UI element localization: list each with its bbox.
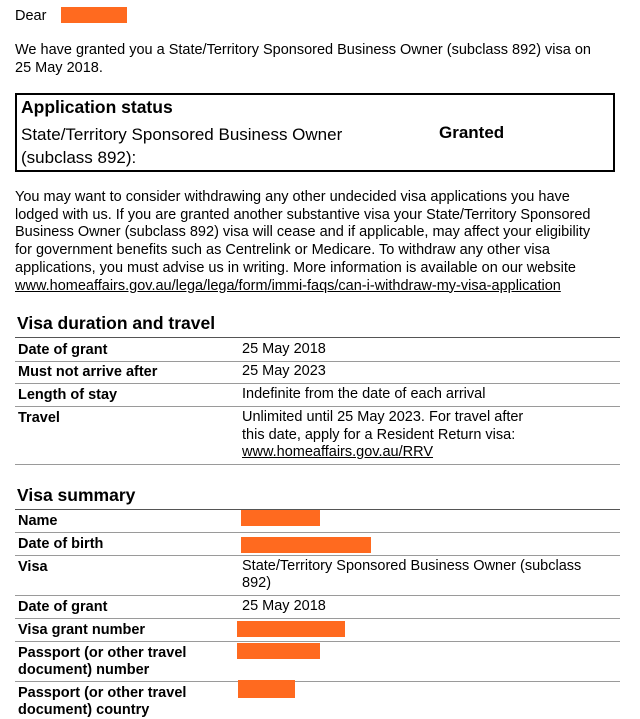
resident-return-visa-link[interactable]: www.homeaffairs.gov.au/RRV — [242, 444, 434, 460]
passport-country-label-line-2: document) country — [18, 702, 150, 718]
divider — [15, 464, 620, 465]
withdraw-visa-link[interactable]: www.homeaffairs.gov.au/lega/lega/form/immi-faqs/can-i-withdraw-my-visa-application — [15, 277, 561, 294]
length-of-stay-value: Indefinite from the date of each arrival — [242, 386, 486, 402]
visa-summary-title: Visa summary — [17, 485, 136, 505]
travel-value-line-2: this date, apply for a Resident Return visa: — [242, 427, 516, 443]
visa-grant-number-label: Visa grant number — [18, 622, 146, 638]
summary-date-of-grant-value: 25 May 2018 — [242, 598, 326, 614]
name-label: Name — [18, 513, 58, 529]
intro-line-1: We have granted you a State/Territory Sponsored Business Owner (subclass 892) visa on — [15, 42, 591, 58]
must-not-arrive-after-value: 25 May 2023 — [242, 363, 326, 379]
divider — [15, 361, 620, 362]
passport-country-label-line-1: Passport (or other travel — [18, 685, 187, 701]
application-status-label-line-1: State/Territory Sponsored Business Owner — [21, 125, 343, 144]
application-status-title: Application status — [21, 97, 173, 117]
notice-line: lodged with us. If you are granted another substantive visa your State/Territory Sponsored — [15, 206, 591, 223]
passport-number-label-line-2: document) number — [18, 662, 150, 678]
divider — [15, 641, 620, 642]
travel-value-line-1: Unlimited until 25 May 2023. For travel after — [242, 409, 524, 425]
intro-line-2: 25 May 2018. — [15, 60, 103, 76]
divider — [15, 532, 620, 533]
redacted-name — [241, 510, 320, 526]
must-not-arrive-after-label: Must not arrive after — [18, 364, 158, 380]
application-status-value: Granted — [439, 123, 505, 142]
travel-label: Travel — [18, 410, 60, 426]
divider — [15, 406, 620, 407]
salutation: Dear — [15, 8, 47, 24]
date-of-birth-label: Date of birth — [18, 536, 104, 552]
redacted-visa-grant-number — [237, 621, 345, 637]
redacted-date-of-birth — [241, 537, 371, 553]
visa-duration-title: Visa duration and travel — [17, 313, 216, 333]
divider — [15, 595, 620, 596]
length-of-stay-label: Length of stay — [18, 387, 118, 403]
date-of-grant-value: 25 May 2018 — [242, 341, 326, 357]
divider — [15, 383, 620, 384]
visa-value-line-1: State/Territory Sponsored Business Owner (subclass — [242, 558, 582, 574]
date-of-grant-label: Date of grant — [18, 342, 108, 358]
redacted-passport-number — [237, 643, 320, 659]
visa-value-line-2: 892) — [242, 575, 272, 591]
notice-line: for government benefits such as Centrelink or Medicare. To withdraw any other visa — [15, 242, 550, 259]
passport-number-label-line-1: Passport (or other travel — [18, 645, 187, 661]
divider — [15, 681, 620, 682]
divider — [15, 618, 620, 619]
application-status-label-line-2: (subclass 892): — [21, 148, 137, 167]
application-status-box — [15, 93, 615, 172]
summary-date-of-grant-label: Date of grant — [18, 599, 108, 615]
redacted-recipient-name — [61, 7, 127, 23]
notice-line: applications, you must advise us in writing. More information is available on our website — [15, 259, 576, 276]
divider — [15, 337, 620, 338]
redacted-passport-country — [238, 680, 295, 698]
withdrawal-notice — [15, 189, 625, 295]
notice-line: You may want to consider withdrawing any other undecided visa applications you have — [15, 189, 570, 205]
visa-label: Visa — [18, 559, 48, 575]
notice-line: Business Owner (subclass 892) visa will cease and if applicable, may affect your eligibility — [15, 224, 591, 241]
application-status-label — [21, 123, 342, 169]
divider — [15, 555, 620, 556]
